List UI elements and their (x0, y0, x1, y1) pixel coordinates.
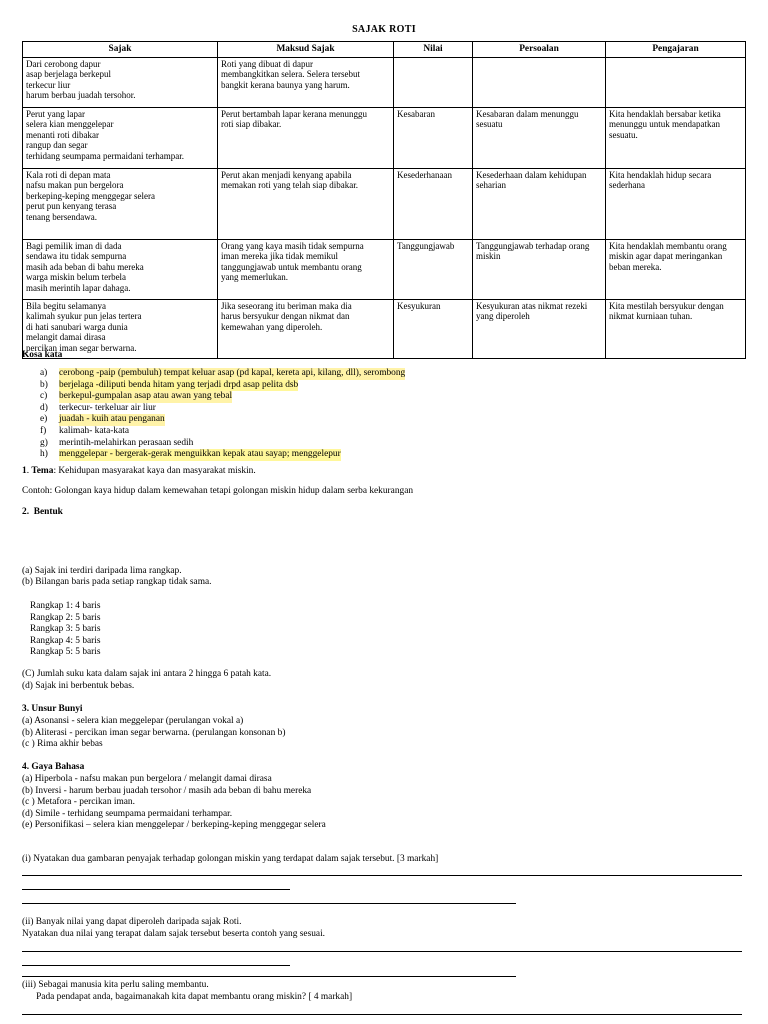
question-2: Nyatakan dua nilai yang terapat dalam sajak tersebut beserta contoh yang sesuai. (22, 929, 326, 939)
pengajaran-cell: Kita hendaklah hidup secara sederhana (606, 168, 746, 239)
answer-line (22, 875, 742, 876)
persoalan-cell (473, 57, 606, 107)
nilai-cell: Kesabaran (394, 107, 473, 168)
table-row (23, 168, 746, 239)
maksud-cell: Orang yang kaya masih tidak sempurna iman mereka jika tidak memikul tanggungjawab untuk membantu orang yang memerlukan. (218, 239, 394, 299)
sajak-cell: Dari cerobong dapur asap berjelaga berkepul terkecur liur harum berbau juadah tersohor. (23, 57, 218, 107)
header-maksud-sajak: Maksud Sajak (218, 42, 394, 58)
list-item: (e) Personifikasi – selera kian menggelepar / berkeping-keping menggegar selera (22, 820, 326, 831)
persoalan-cell: Kesabaran dalam menunggu sesuatu (473, 107, 606, 168)
tema-number: 1 (22, 466, 27, 476)
answer-line (22, 903, 516, 904)
list-item: (d) Simile - terhidang seumpama permaidani terhampar. (22, 808, 233, 819)
poem-analysis-table (22, 41, 746, 359)
header-nilai: Nilai (394, 42, 473, 58)
tema-text: : Kehidupan masyarakat kaya dan masyarakat miskin. (53, 466, 256, 476)
item-letter: d) (40, 402, 48, 413)
item-text: terkecur- terkeluar air liur (59, 402, 156, 413)
list-item (40, 438, 405, 450)
list-item (40, 391, 405, 403)
list-item (40, 426, 405, 438)
item-letter: c) (40, 391, 48, 402)
item-text: menggelepar - bergerak-gerak menguikkan kepak atau sayap; menggelepur (59, 449, 341, 460)
pengajaran-cell (606, 57, 746, 107)
maksud-cell: Jika seseorang itu beriman maka dia harus bersyukur dengan nikmat dan kemewahan yang diperoleh. (218, 299, 394, 358)
list-item: Rangkap 2: 5 baris (30, 612, 101, 623)
unsur-bunyi-heading: 3. Unsur Bunyi (22, 704, 83, 714)
tema-contoh: Contoh: Golongan kaya hidup dalam kemewahan tetapi golongan miskin hidup dalam serba kekurangan (22, 486, 414, 496)
maksud-cell: Perut akan menjadi kenyang apabila memakan roti yang telah siap dibakar. (218, 168, 394, 239)
rangkap-list (30, 601, 101, 659)
question-3-intro: (iii) Sebagai manusia kita perlu saling membantu. (22, 980, 209, 990)
item-text: juadah - kuih atau penganan (59, 414, 165, 425)
item-text: berkepul-gumpalan asap atau awan yang tebal (59, 391, 233, 402)
table-row (23, 239, 746, 299)
sajak-cell: Bagi pemilik iman di dada sendawa itu tidak sempurna masih ada beban di bahu mereka warga miskin belum terbela masih merintih lapar dahaga. (23, 239, 218, 299)
answer-line (22, 976, 516, 977)
list-item: (c ) Rima akhir bebas (22, 739, 103, 750)
maksud-cell: Perut bertambah lapar kerana menunggu roti siap dibakar. (218, 107, 394, 168)
question-1: (i) Nyatakan dua gambaran penyajak terhadap golongan miskin yang terdapat dalam sajak tersebut. [3 markah] (22, 854, 439, 864)
item-text: berjelaga -diliputi benda hitam yang terjadi drpd asap pelita dsb (59, 379, 299, 390)
list-item: (b) Inversi - harum berbau juadah tersohor / masih ada beban di bahu mereka (22, 785, 312, 796)
unsur-bunyi-list (22, 716, 285, 751)
table-row (23, 57, 746, 107)
persoalan-cell: Kesederhaan dalam kehidupan seharian (473, 168, 606, 239)
list-item: (a) Asonansi - selera kian meggelepar (perulangan vokal a) (22, 716, 244, 726)
bentuk-a: (a) Sajak ini terdiri daripada lima rangkap. (22, 566, 182, 576)
nilai-cell: Kesederhanaan (394, 168, 473, 239)
pengajaran-cell: Kita mestilah bersyukur dengan nikmat kurniaan tuhan. (606, 299, 746, 358)
document-title: SAJAK ROTI (352, 24, 416, 35)
kosa-kata-list (40, 368, 405, 461)
bentuk-b: (b) Bilangan baris pada setiap rangkap tidak sama. (22, 577, 212, 587)
nilai-cell (394, 57, 473, 107)
persoalan-cell: Kesyukuran atas nikmat rezeki yang diperoleh (473, 299, 606, 358)
answer-line (22, 1014, 742, 1015)
list-item (40, 368, 405, 380)
item-text: kalimah- kata-kata (59, 425, 130, 436)
bentuk-c: (C) Jumlah suku kata dalam sajak ini antara 2 hingga 6 patah kata. (22, 669, 272, 679)
nilai-cell: Tanggungjawab (394, 239, 473, 299)
bentuk-d: (d) Sajak ini berbentuk bebas. (22, 681, 135, 691)
item-letter: f) (40, 425, 47, 436)
list-item (40, 449, 405, 461)
header-pengajaran: Pengajaran (606, 42, 746, 58)
list-item: Rangkap 4: 5 baris (30, 635, 101, 646)
answer-line (22, 951, 742, 952)
list-item (40, 380, 405, 392)
item-letter: a) (40, 368, 48, 378)
bentuk-label: Bentuk (33, 507, 63, 517)
table-row (23, 107, 746, 168)
question-3: Pada pendapat anda, bagaimanakah kita dapat membantu orang miskin? [ 4 markah] (22, 992, 353, 1002)
list-item (40, 414, 405, 426)
list-item: Rangkap 1: 4 baris (30, 601, 101, 611)
pengajaran-cell: Kita hendaklah membantu orang miskin agar dapat meringankan beban mereka. (606, 239, 746, 299)
tema-line: 1. Tema: Kehidupan masyarakat kaya dan masyarakat miskin. (22, 466, 256, 476)
bentuk-heading (22, 507, 63, 519)
table-header-row (23, 42, 746, 58)
persoalan-cell: Tanggungjawab terhadap orang miskin (473, 239, 606, 299)
maksud-cell: Roti yang dibuat di dapur membangkitkan selera. Selera tersebut bangkit kerana baunya yang harum. (218, 57, 394, 107)
item-letter: g) (40, 437, 48, 448)
gaya-bahasa-heading: 4. Gaya Bahasa (22, 762, 85, 772)
gaya-bahasa-list (22, 774, 326, 832)
answer-line (22, 965, 290, 966)
kosa-kata-heading: Kosa kata (22, 350, 63, 360)
list-item: (a) Hiperbola - nafsu makan pun bergelora / melangit damai dirasa (22, 774, 272, 784)
item-text: merintih-melahirkan perasaan sedih (59, 437, 194, 448)
item-letter: e) (40, 414, 48, 425)
header-persoalan: Persoalan (473, 42, 606, 58)
list-item: Rangkap 3: 5 baris (30, 624, 101, 635)
list-item: (b) Aliterasi - percikan iman segar berwarna. (perulangan konsonan b) (22, 727, 286, 738)
list-item (40, 403, 405, 415)
sajak-cell: Bila begitu selamanya kalimah syukur pun jelas tertera di hati sanubari warga dunia melangit damai dirasa percikan iman segar berwarna. (23, 299, 218, 358)
question-2-intro: (ii) Banyak nilai yang dapat diperoleh daripada sajak Roti. (22, 917, 242, 927)
bentuk-number: 2. (22, 507, 30, 517)
nilai-cell: Kesyukuran (394, 299, 473, 358)
pengajaran-cell: Kita hendaklah bersabar ketika menunggu untuk mendapatkan sesuatu. (606, 107, 746, 168)
item-text: cerobong -paip (pembuluh) tempat keluar asap (pd kapal, kereta api, kilang, dll), serombong (59, 368, 406, 378)
table-row (23, 299, 746, 358)
answer-line (22, 889, 290, 890)
tema-label: Tema (31, 466, 54, 476)
sajak-cell: Perut yang lapar selera kian menggelepar menanti roti dibakar rangup dan segar terhidang seumpama permaidani terhampar. (23, 107, 218, 168)
item-letter: h) (40, 449, 48, 460)
sajak-cell: Kala roti di depan mata nafsu makan pun bergelora berkeping-keping menggegar selera perut pun kenyang terasa tenang bersendawa. (23, 168, 218, 239)
list-item: Rangkap 5: 5 baris (30, 647, 101, 658)
list-item: (c ) Metafora - percikan iman. (22, 797, 135, 808)
item-letter: b) (40, 379, 48, 390)
header-sajak: Sajak (23, 42, 218, 58)
